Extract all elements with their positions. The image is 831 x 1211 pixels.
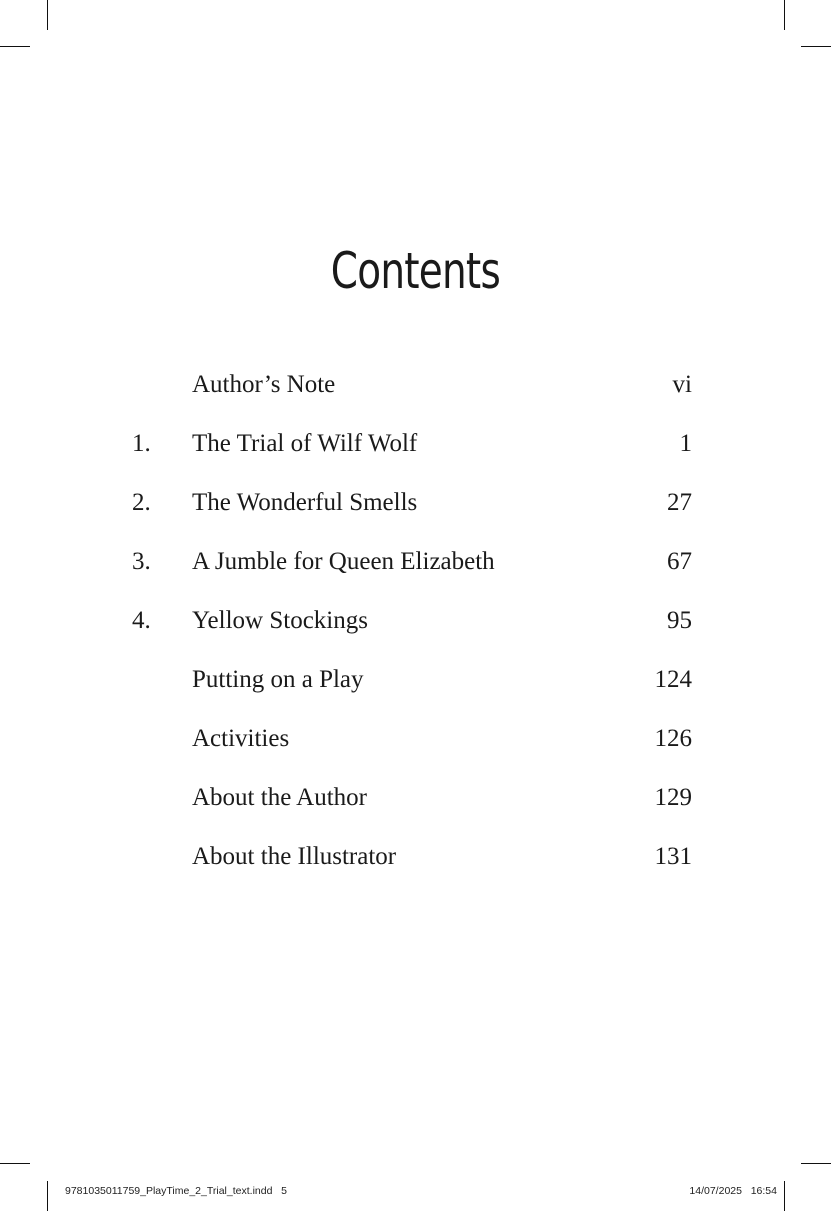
toc-entry-title: About the Author (192, 784, 367, 811)
toc-entry[interactable] (0, 660, 831, 719)
crop-mark-bottom-left-vertical (47, 1181, 48, 1211)
toc-entry[interactable] (0, 837, 831, 896)
toc-entry-page-number: 67 (667, 548, 692, 575)
crop-mark-top-right-horizontal (801, 46, 831, 47)
toc-entry-title: Activities (192, 725, 290, 752)
toc-entry-title: Yellow Stockings (192, 607, 368, 634)
toc-entry-page-number: 1 (679, 430, 692, 457)
slug-filename: 9781035011759_PlayTime_2_Trial_text.indd 5 (65, 1185, 288, 1197)
toc-entry[interactable] (0, 719, 831, 778)
toc-entry-number: 3. (132, 548, 151, 575)
crop-mark-bottom-right-horizontal (801, 1163, 831, 1164)
toc-entry-page-number: 27 (667, 489, 692, 516)
crop-mark-top-left-vertical (47, 0, 48, 30)
toc-entry-page-number: 131 (654, 843, 692, 870)
toc-entry[interactable] (0, 542, 831, 601)
toc-entry-page-number: 95 (667, 607, 692, 634)
toc-entry-title: Author’s Note (192, 371, 336, 398)
toc-entry-title: The Wonderful Smells (192, 489, 418, 516)
toc-entry-page-number: vi (672, 371, 692, 398)
crop-mark-bottom-right-vertical (784, 1181, 785, 1211)
toc-entry-title: The Trial of Wilf Wolf (192, 430, 418, 457)
toc-entry[interactable] (0, 601, 831, 660)
crop-mark-top-left-horizontal (0, 46, 30, 47)
page-title: Contents (330, 241, 500, 300)
toc-entry-page-number: 126 (654, 725, 692, 752)
toc-entry-title: A Jumble for Queen Elizabeth (192, 548, 495, 575)
toc-entry-number: 1. (132, 430, 151, 457)
toc-entry-page-number: 124 (654, 666, 692, 693)
toc-entry-title: About the Illustrator (192, 843, 397, 870)
table-of-contents (0, 365, 831, 896)
toc-entry[interactable] (0, 365, 831, 424)
toc-entry-number: 2. (132, 489, 151, 516)
toc-entry[interactable] (0, 424, 831, 483)
toc-entry-number: 4. (132, 607, 151, 634)
toc-entry-page-number: 129 (654, 784, 692, 811)
toc-entry-title: Putting on a Play (192, 666, 364, 693)
crop-mark-bottom-left-horizontal (0, 1163, 30, 1164)
crop-mark-top-right-vertical (784, 0, 785, 30)
slug-datetime: 14/07/2025 16:54 (689, 1185, 777, 1197)
toc-entry[interactable] (0, 778, 831, 837)
toc-entry[interactable] (0, 483, 831, 542)
